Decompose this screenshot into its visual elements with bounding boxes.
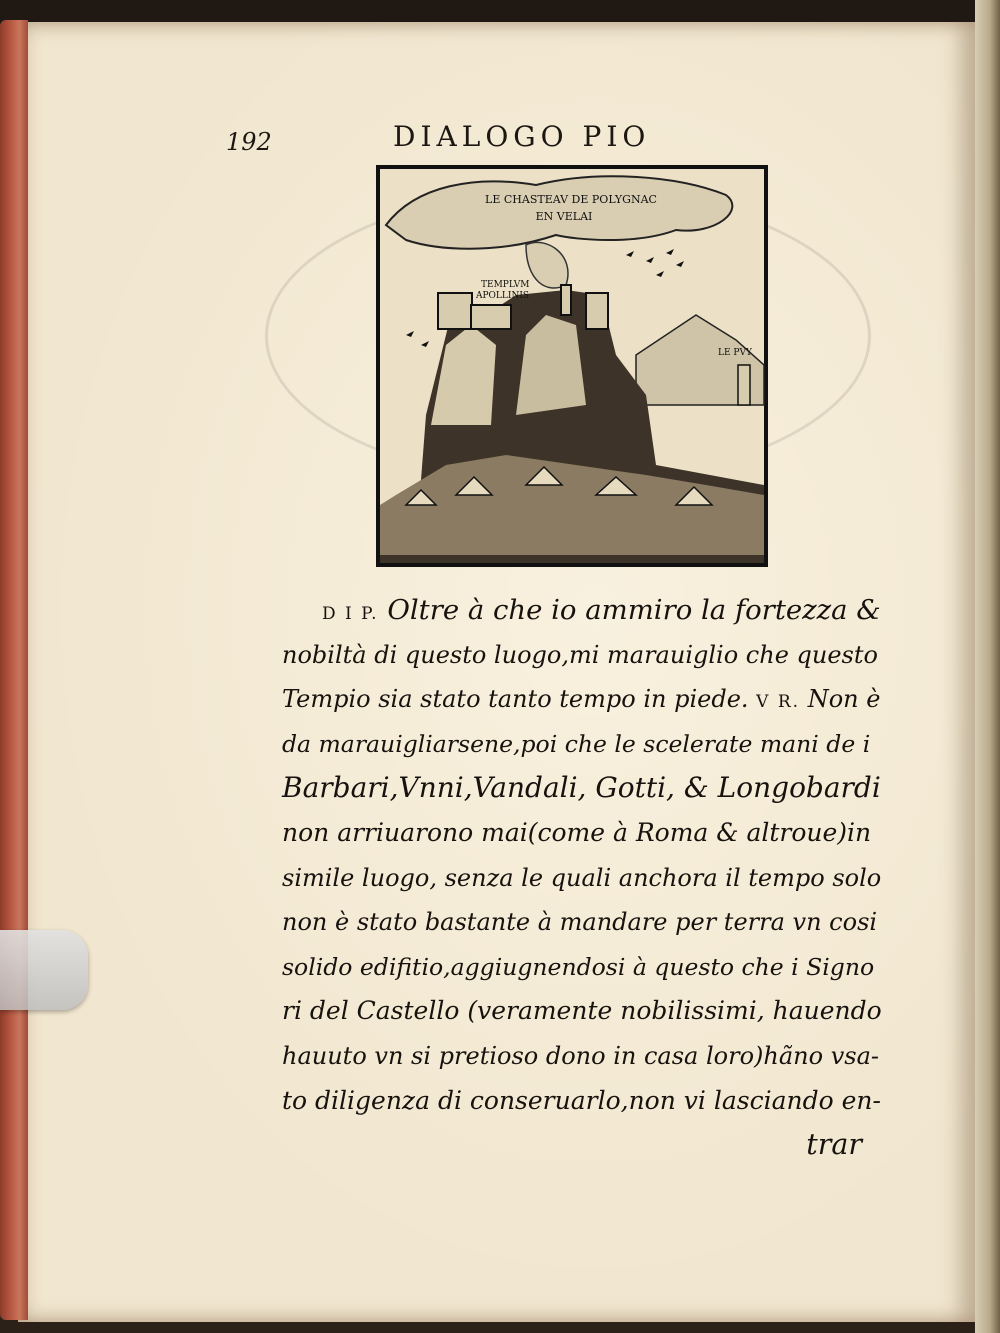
speaker-vr: V R. (756, 692, 801, 713)
label-templum: TEMPLVM (481, 280, 530, 290)
speaker-dip: D I P. (322, 604, 379, 624)
red-page-edges (0, 20, 28, 1320)
text-line: da marauigliarsene,poi che le scelerate mani de i (282, 729, 871, 758)
running-head: DIALOGO PIO (393, 120, 651, 153)
text-line: solido edifitio,aggiugnendosi à questo che i Signo (282, 952, 875, 981)
line-text: Non è (807, 685, 881, 714)
text-line: hauuto vn si pretioso dono in casa loro)hãno vsa- (282, 1041, 879, 1070)
text-line: non arriuarono mai(come à Roma & altroue)in (282, 817, 872, 847)
text-line: nobiltà di questo luogo,mi marauiglio che questo (282, 640, 878, 669)
page-clip (0, 930, 88, 1010)
woodcut-illustration (376, 165, 768, 567)
line-text: Oltre à che io ammiro la fortezza & (387, 594, 881, 626)
woodcut-caption-2: EN VELAI (535, 210, 593, 223)
text-line (282, 588, 882, 633)
body-text (282, 588, 882, 1168)
text-line (282, 677, 882, 722)
text-line: Barbari,Vnni,Vandali, Gotti, & Longobardi (282, 771, 881, 805)
background-top (0, 0, 1000, 24)
text-line: ri del Castello (veramente nobilissimi, hauendo (282, 996, 882, 1026)
line-text: Tempio sia stato tanto tempo in piede. (282, 685, 749, 714)
label-le-puy: LE PVY (718, 348, 752, 358)
page-number: 192 (226, 128, 272, 156)
catchword: trar (806, 1128, 862, 1162)
text-line: to diligenza di conseruarlo,non vi lasciando en- (282, 1085, 881, 1115)
label-apollinis: APOLLINIS (476, 291, 530, 301)
text-line: simile luogo, senza le quali anchora il tempo solo (282, 863, 882, 892)
text-line: non è stato bastante à mandare per terra vn cosi (282, 908, 878, 937)
woodcut-caption-1: LE CHASTEAV DE POLYGNAC (485, 193, 657, 206)
facing-page-edge (975, 0, 1000, 1333)
